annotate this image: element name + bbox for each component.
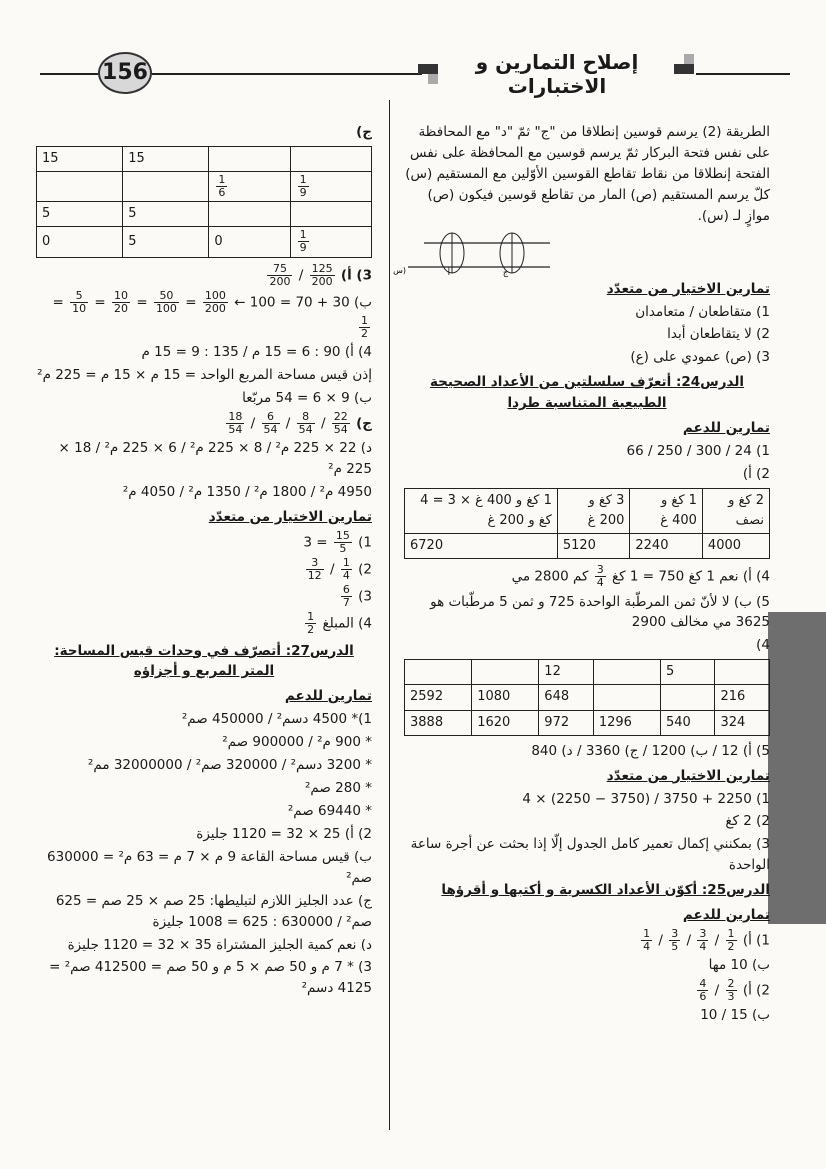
table-cell: 4000 [702, 534, 769, 559]
table-row [37, 227, 372, 257]
table-cell: 1 كغ و 400 غ × 3 = 4 كغ و 200 غ [405, 488, 558, 533]
table-row [405, 534, 770, 559]
fraction-table [36, 146, 372, 258]
table-cell: 5120 [557, 534, 630, 559]
support-1e: * 69440 صم² [287, 802, 372, 819]
table-cell: $\frac{1}{9}$ [290, 227, 371, 257]
table-cell: 972 [539, 710, 594, 735]
table-cell: 5 [123, 202, 209, 227]
table-cell [290, 146, 371, 171]
table-cell: 1620 [472, 710, 539, 735]
table-cell: $\frac{1}{9}$ [290, 172, 371, 202]
header-title: إصلاح التمارين و الاختبارات [475, 50, 639, 98]
table-cell [123, 172, 209, 202]
table-cell: 2240 [630, 534, 703, 559]
table-cell: 1080 [472, 685, 539, 710]
lesson-27-title: الدرس27: أتصرّف في وحدات قيس المساحة: المتر المربع و أجزاؤه [54, 642, 354, 680]
chapter-tab [768, 612, 826, 924]
table-row [405, 488, 770, 533]
table-row [405, 685, 770, 710]
column-divider [389, 100, 390, 1130]
support-heading: تمارين للدعم [682, 420, 770, 437]
table-cell [715, 660, 770, 685]
support-a5b: 5) أ) 12 / ب) 1200 / ج) 3360 / د) 840 [531, 742, 770, 759]
mcq-r3: 3) (ص) عمودي على (ع) [630, 349, 770, 366]
support-2a: 2) أ) 25 × 32 = 1120 جليزة [196, 825, 372, 842]
parallel-construction-diagram [393, 229, 554, 277]
support-c2: 2) أ) $\frac{2}{3}$ / $\frac{4}{6}$ [699, 977, 770, 1004]
mcq-heading: تمارين الاختيار من متعدّد [606, 767, 770, 784]
table-cell [660, 685, 715, 710]
proportion-table [404, 659, 770, 735]
support-1: 1)* 4500 دسم² / 450000 صم² [181, 711, 372, 728]
table-row [405, 660, 770, 685]
support-heading: تمارين للدعم [682, 907, 770, 924]
header-rule-mid [152, 73, 422, 75]
table-cell: 5 [37, 202, 123, 227]
header-square-icon [418, 64, 428, 74]
table-label: ج) [356, 124, 372, 140]
support-1c: * 3200 دسم² / 320000 صم² / 32000000 مم² [87, 757, 372, 774]
weight-price-table [404, 488, 770, 559]
support-c2b: ب) 15 / 10 [700, 1007, 770, 1024]
support-3: 3) * 7 م و 50 صم × 5 م و 50 صم = 412500 صم² = 4125 دسم² [49, 959, 372, 997]
table-cell: 324 [715, 710, 770, 735]
table-cell: 216 [715, 685, 770, 710]
support-1d: * 280 صم² [305, 780, 372, 797]
header-rule-left [40, 73, 98, 75]
support-c1b: ب) 10 مها [708, 957, 770, 974]
mcq-b3: 3) بمكنني إكمال تعمير كامل الجدول إلّا إذا بحثت عن أجرة ساعة الواحدة [410, 836, 770, 874]
mcq-2: 2) $\frac{1}{4}$ / $\frac{3}{12}$ [307, 555, 372, 583]
table-cell [405, 660, 472, 685]
method-2-text: الطريقة (2) يرسم قوسين إنطلاقا من "ج" ثمّ "د" مع المحافظة على نفس فتحة البركار ثمّ يرسم قوسين مع المحافظة على نفس الفتحة إنطلاقا من نقاط تقاطع القوسين الأوّلين مع المستقيم (س) كلّ يرسم المستقيم (ص) المار من تقاطع قوسين فيكون (ص) موازٍ لـ (س). [405, 124, 770, 224]
support-c1: 1) أ) $\frac{1}{2}$ / $\frac{3}{4}$ / $\frac{3}{5}$ / $\frac{1}{4}$ [643, 927, 770, 954]
table-cell: 1296 [593, 710, 660, 735]
table-cell: 12 [539, 660, 594, 685]
mcq-b1: 1) 2250 + 3750 / (3750 − 2250) × 4 [522, 790, 770, 807]
lesson-24-title: الدرس24: أتعرّف سلسلتين من الأعداد الصحيحة الطبيعية المتناسبة طردا [429, 374, 745, 412]
table-cell [37, 172, 123, 202]
answer-4b: ب) 9 × 6 = 54 مربّعا [242, 389, 372, 406]
answer-4a-2: إذن قيس مساحة المربع الواحد = 15 م × 15 م = 225 م² [37, 367, 372, 384]
support-2c: ج) عدد الجليز اللازم لتبليطها: 25 صم × 25 صم = 625 صم² / 630000 : 625 = 1008 جليزة [55, 892, 372, 930]
table-row [37, 146, 372, 171]
table-row [37, 172, 372, 202]
support-a5: 5) ب) لا لأنّ ثمن المرطّبة الواحدة 725 و ثمن 5 مرطّبات هو 3625 مي مخالف 2900 [430, 593, 770, 631]
table-cell: 2 كغ و نصف [702, 488, 769, 533]
mcq-b2: 2) 2 كغ [725, 813, 770, 830]
table-cell [290, 202, 371, 227]
header-square-icon [428, 74, 438, 84]
table-cell: 648 [539, 685, 594, 710]
figure-label-j: ج [502, 267, 508, 277]
support-2d: د) نعم كمية الجليز المشتراة 35 × 32 = 1120 جليزة [67, 936, 372, 953]
mcq-heading: تمارين الاختيار من متعدّد [606, 280, 770, 297]
support-a4b: 4) [756, 637, 770, 654]
answer-3b: ب) 30 + 70 = 100 ← $\frac{100}{200}$ = $\frac{50}{100}$ = $\frac{10}{20}$ = $\frac{5}{10}$ = $\frac{1}{2}$ [52, 288, 372, 341]
table-cell [593, 685, 660, 710]
table-cell: $\frac{1}{6}$ [209, 172, 290, 202]
support-a2: 2) أ) [742, 465, 770, 482]
header-square-icon [684, 54, 694, 64]
answer-3a: 3) أ) $\frac{125}{200}$ / $\frac{75}{200}$ [269, 261, 372, 288]
table-cell: 6720 [405, 534, 558, 559]
answer-4j: ج) $\frac{22}{54}$ / $\frac{8}{54}$ / $\frac{6}{54}$ / $\frac{18}{54}$ [228, 409, 372, 436]
table-cell: 15 [37, 146, 123, 171]
mcq-4: 4) المبلغ $\frac{1}{2}$ [307, 610, 372, 637]
table-cell [472, 660, 539, 685]
support-a4: 4) أ) نعم 1 كغ 750 = 1 كغ $\frac{3}{4}$ كم 2800 مي [511, 563, 770, 590]
answer-4d: د) 22 × 225 م² / 8 × 225 م² / 6 × 225 م² / 18 × 225 م² [58, 440, 372, 478]
table-cell: 2592 [405, 685, 472, 710]
support-1b: * 900 م² / 900000 صم² [222, 734, 372, 751]
table-cell: 5 [123, 227, 209, 257]
support-heading: تمارين للدعم [284, 688, 372, 705]
figure-label-s: (س [393, 265, 406, 275]
table-cell: 1 كغ و 400 غ [630, 488, 703, 533]
mcq-r1: 1) متقاطعان / متعامدان [635, 303, 770, 320]
mcq-3: 3) $\frac{6}{7}$ [342, 583, 372, 610]
table-cell: 0 [209, 227, 290, 257]
table-cell [209, 146, 290, 171]
construction-figure [393, 229, 770, 277]
table-cell: 5 [660, 660, 715, 685]
mcq-1: 1) $\frac{15}{5}$ = 3 [303, 528, 372, 555]
answer-4a: 4) أ) 90 : 6 = 15 م / 135 : 9 = 15 م [141, 344, 372, 361]
table-row [37, 202, 372, 227]
table-cell [209, 202, 290, 227]
answer-4d-2: 4950 م² / 1800 م² / 1350 م² / 4050 م² [122, 483, 372, 500]
table-cell [593, 660, 660, 685]
header-square-icon [674, 64, 684, 74]
lesson-25-title: الدرس25: أكوّن الأعداد الكسرية و أكتبها و أقرؤها [441, 882, 770, 899]
table-cell: 540 [660, 710, 715, 735]
table-row [405, 710, 770, 735]
mcq-heading: تمارين الاختيار من متعدّد [208, 508, 372, 525]
header-square-icon [428, 64, 438, 74]
table-cell: 0 [37, 227, 123, 257]
page-number: 156 [98, 52, 152, 94]
table-cell: 3888 [405, 710, 472, 735]
support-a1: 1) 24 / 300 / 250 / 66 [626, 443, 770, 460]
table-cell: 3 كغ و 200 غ [557, 488, 630, 533]
mcq-r2: 2) لا يتقاطعان أبدا [667, 326, 770, 343]
figure-label-a: أ [447, 267, 450, 277]
header-square-icon [684, 64, 694, 74]
left-column [36, 122, 372, 1001]
support-2b: ب) قيس مساحة القاعة 9 م × 7 م = 63 م² = 630000 صم² [47, 848, 372, 886]
header-rule-right [696, 73, 790, 75]
right-column [393, 122, 770, 1028]
table-cell: 15 [123, 146, 209, 171]
